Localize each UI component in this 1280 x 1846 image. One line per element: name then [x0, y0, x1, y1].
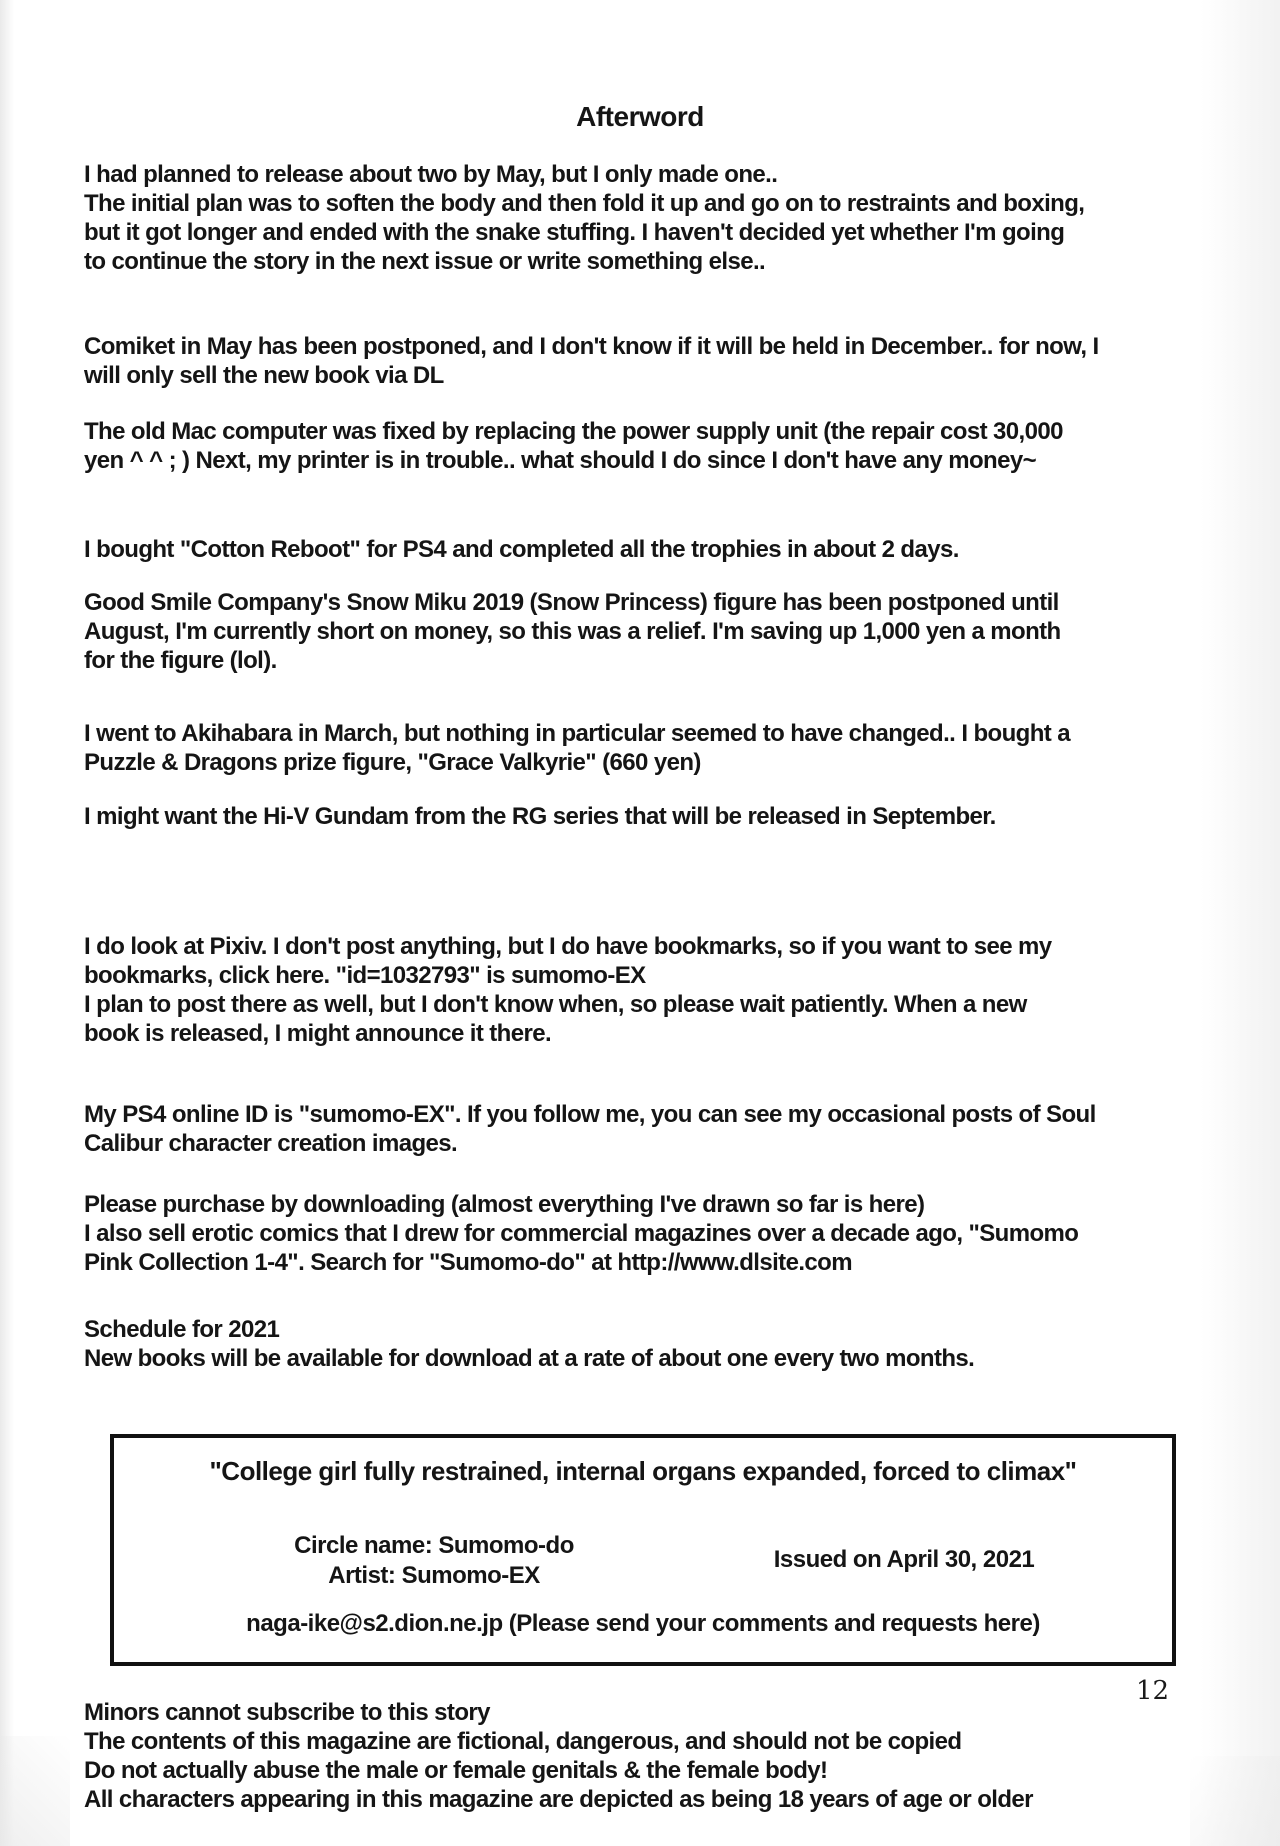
text-line: I do look at Pixiv. I don't post anything, but I do have bookmarks, so if you want to see my: [84, 933, 1052, 960]
para-gundam: [84, 802, 1214, 831]
text-line: Comiket in May has been postponed, and I don't know if it will be held in December.. for now, I: [84, 333, 1099, 360]
text-line: New books will be available for download at a rate of about one every two months.: [84, 1345, 975, 1372]
text-line: I went to Akihabara in March, but nothing in particular seemed to have changed.. I bought a: [84, 720, 1070, 747]
disclaimer-line: The contents of this magazine are fictional, dangerous, and should not be copied: [84, 1728, 962, 1755]
book-title: "College girl fully restrained, internal organs expanded, forced to climax": [209, 1456, 1077, 1486]
disclaimer-line: Minors cannot subscribe to this story: [84, 1699, 490, 1726]
text-line: yen ^ ^ ; ) Next, my printer is in trouble.. what should I do since I don't have any money~: [84, 447, 1036, 474]
text-line: I bought "Cotton Reboot" for PS4 and completed all the trophies in about 2 days.: [84, 536, 959, 563]
scan-edge-right: [1200, 0, 1280, 1846]
para-snow-miku: [84, 588, 1214, 675]
text-line: Puzzle & Dragons prize figure, "Grace Valkyrie" (660 yen): [84, 749, 701, 776]
para-pixiv: [84, 932, 1214, 1048]
text-line: I had planned to release about two by May, but I only made one..: [84, 161, 778, 188]
text-line: The initial plan was to soften the body and then fold it up and go on to restraints and boxing,: [84, 190, 1085, 217]
disclaimer-line: Do not actually abuse the male or female genitals & the female body!: [84, 1757, 828, 1784]
para-dlsite: [84, 1190, 1214, 1277]
text-line: Good Smile Company's Snow Miku 2019 (Snow Princess) figure has been postponed until: [84, 589, 1059, 616]
para-ps4-id: [84, 1100, 1214, 1158]
page-title: Afterword: [576, 101, 704, 132]
issue-date: Issued on April 30, 2021: [773, 1546, 1035, 1573]
para-cotton-reboot: [84, 535, 1214, 564]
para-mac-repair: [84, 417, 1214, 475]
para-release-plans: [84, 160, 1214, 276]
text-line: Schedule for 2021: [84, 1316, 280, 1343]
para-schedule: [84, 1315, 1214, 1373]
text-line: will only sell the new book via DL: [84, 362, 444, 389]
text-line: August, I'm currently short on money, so this was a relief. I'm saving up 1,000 yen a month: [84, 618, 1061, 645]
scan-edge-bottom-left: [0, 1736, 70, 1846]
text-line: I might want the Hi-V Gundam from the RG series that will be released in September.: [84, 803, 996, 830]
scan-edge-left: [0, 0, 14, 1846]
para-akihabara: [84, 719, 1214, 777]
text-line: I plan to post there as well, but I don't know when, so please wait patiently. When a new: [84, 991, 1027, 1018]
text-line: Please purchase by downloading (almost everything I've drawn so far is here): [84, 1191, 925, 1218]
text-line: Calibur character creation images.: [84, 1130, 458, 1157]
scan-edge-bottom-right: [1190, 1756, 1280, 1846]
text-line: to continue the story in the next issue or write something else..: [84, 248, 766, 275]
circle-name: Circle name: Sumomo-do: [294, 1532, 574, 1559]
text-line: book is released, I might announce it there.: [84, 1020, 552, 1047]
text-line: for the figure (lol).: [84, 647, 277, 674]
footer-disclaimer: [84, 1698, 1033, 1814]
disclaimer-line: All characters appearing in this magazine are depicted as being 18 years of age or older: [84, 1786, 1033, 1813]
text-line: My PS4 online ID is "sumomo-EX". If you follow me, you can see my occasional posts of Soul: [84, 1101, 1096, 1128]
circle-artist-block: [224, 1531, 644, 1591]
text-line: The old Mac computer was fixed by replacing the power supply unit (the repair cost 30,000: [84, 418, 1063, 445]
text-line: bookmarks, click here. "id=1032793" is sumomo-EX: [84, 962, 646, 989]
page-number: 12: [1136, 1676, 1170, 1706]
text-line: but it got longer and ended with the snake stuffing. I haven't decided yet whether I'm going: [84, 219, 1065, 246]
para-comiket: [84, 332, 1214, 390]
text-line: Pink Collection 1-4". Search for "Sumomo-do" at http://www.dlsite.com: [84, 1249, 852, 1276]
contact-email: naga-ike@s2.dion.ne.jp (Please send your comments and requests here): [246, 1610, 1040, 1637]
text-line: I also sell erotic comics that I drew for commercial magazines over a decade ago, "Sumomo: [84, 1220, 1079, 1247]
publication-info-box: [110, 1434, 1176, 1666]
artist-name: Artist: Sumomo-EX: [328, 1562, 540, 1589]
